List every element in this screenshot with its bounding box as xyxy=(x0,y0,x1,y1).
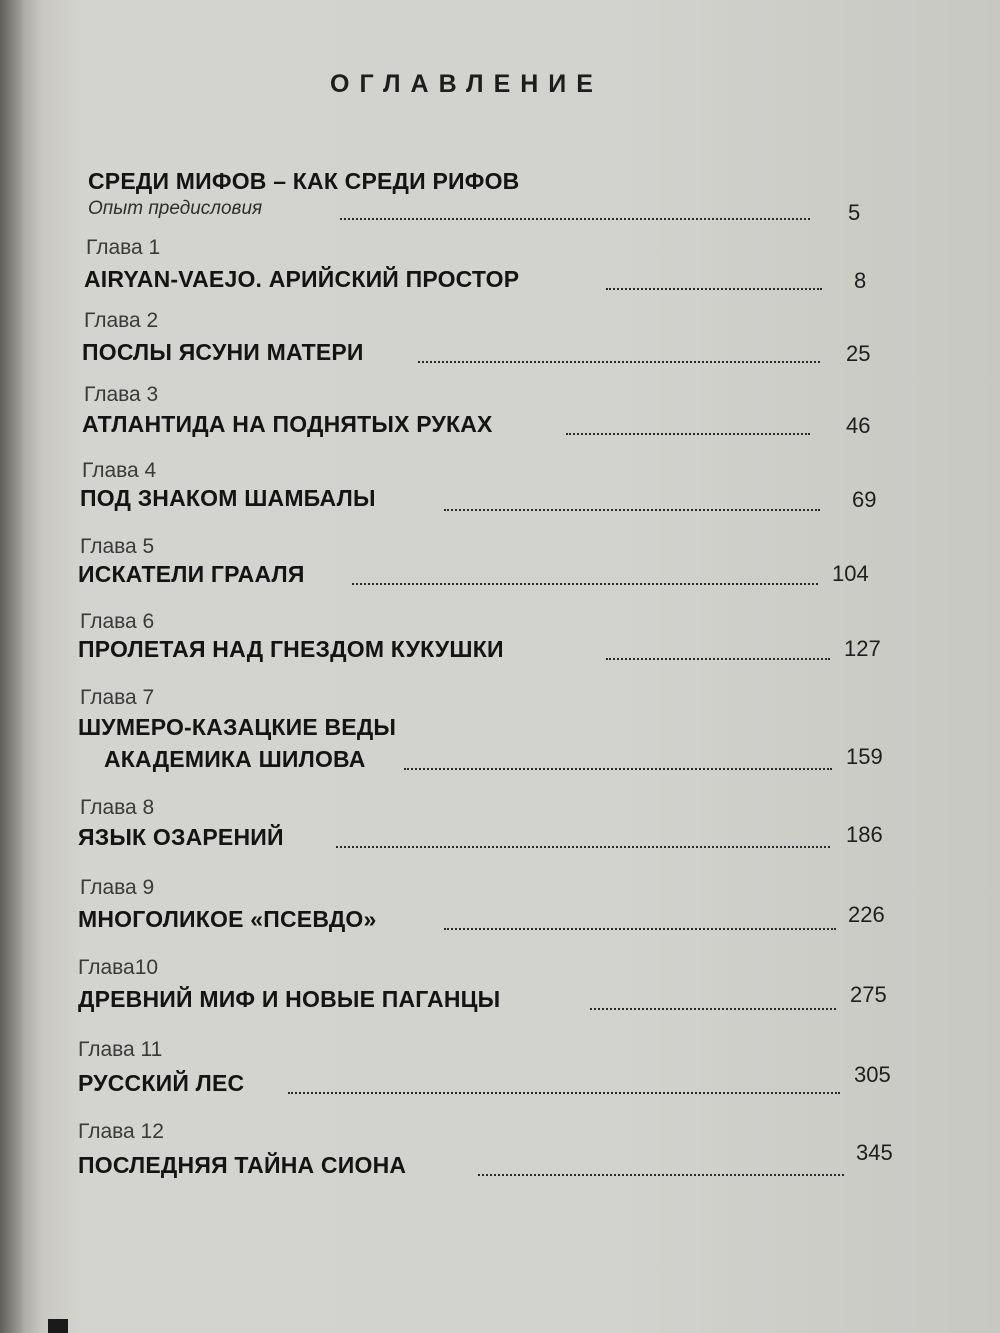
chapter-heading: ЯЗЫК ОЗАРЕНИЙ xyxy=(78,824,284,850)
chapter-label: Глава 4 xyxy=(82,459,157,482)
page-number: 127 xyxy=(844,636,881,661)
toc-title: ОГЛАВЛЕНИЕ xyxy=(330,70,603,98)
dot-leader xyxy=(288,1092,840,1094)
chapter-heading: РУССКИЙ ЛЕС xyxy=(78,1070,245,1096)
toc-entry-chapter-5 xyxy=(0,535,1000,605)
toc-entry-chapter-7 xyxy=(0,686,1000,786)
page-number: 345 xyxy=(856,1140,893,1165)
toc-entry-intro xyxy=(0,168,1000,238)
chapter-heading: AIRYAN-VAEJO. АРИЙСКИЙ ПРОСТОР xyxy=(84,266,520,292)
page-number: 159 xyxy=(846,744,883,769)
dot-leader xyxy=(340,218,810,220)
chapter-label: Глава 11 xyxy=(78,1038,163,1061)
chapter-heading: ПОСЛЕДНЯЯ ТАЙНА СИОНА xyxy=(78,1152,407,1178)
toc-entry-chapter-9 xyxy=(0,876,1000,946)
chapter-heading: ПОД ЗНАКОМ ШАМБАЛЫ xyxy=(80,485,376,511)
chapter-label: Глава 12 xyxy=(78,1120,164,1143)
chapter-heading: МНОГОЛИКОЕ «ПСЕВДО» xyxy=(78,906,377,932)
chapter-heading: АТЛАНТИДА НА ПОДНЯТЫХ РУКАХ xyxy=(82,411,493,437)
toc-entry-chapter-4 xyxy=(0,459,1000,529)
dot-leader xyxy=(478,1174,844,1176)
page-number: 275 xyxy=(850,982,887,1007)
page-number: 8 xyxy=(854,268,867,293)
chapter-heading-line-2: АКАДЕМИКА ШИЛОВА xyxy=(104,746,366,772)
toc-entry-chapter-11 xyxy=(0,1038,1000,1108)
chapter-label: Глава10 xyxy=(78,956,159,979)
toc-entry-chapter-3 xyxy=(0,383,1000,453)
page-number: 305 xyxy=(854,1062,891,1087)
toc-entry-chapter-6 xyxy=(0,610,1000,680)
chapter-label: Глава 1 xyxy=(86,236,161,259)
page-number: 5 xyxy=(848,200,861,225)
chapter-heading: ШУМЕРО-КАЗАЦКИЕ ВЕДЫ xyxy=(78,714,397,740)
page-number: 186 xyxy=(846,822,883,847)
dot-leader xyxy=(404,768,832,770)
intro-heading: СРЕДИ МИФОВ – КАК СРЕДИ РИФОВ xyxy=(88,168,520,194)
dot-leader xyxy=(336,846,830,848)
chapter-label: Глава 9 xyxy=(80,876,155,899)
chapter-heading: ПОСЛЫ ЯСУНИ МАТЕРИ xyxy=(82,339,364,365)
dot-leader xyxy=(418,361,820,363)
chapter-heading: ПРОЛЕТАЯ НАД ГНЕЗДОМ КУКУШКИ xyxy=(78,636,504,662)
dot-leader xyxy=(566,433,810,435)
page-number: 46 xyxy=(846,413,871,438)
dot-leader xyxy=(352,583,818,585)
chapter-label: Глава 8 xyxy=(80,796,155,819)
dot-leader xyxy=(606,288,822,290)
page-number: 25 xyxy=(846,341,871,366)
chapter-heading: ИСКАТЕЛИ ГРААЛЯ xyxy=(78,561,305,587)
dot-leader xyxy=(590,1008,836,1010)
chapter-heading: ДРЕВНИЙ МИФ И НОВЫЕ ПАГАНЦЫ xyxy=(78,986,501,1012)
page-number: 104 xyxy=(832,561,869,586)
chapter-label: Глава 2 xyxy=(84,309,159,332)
page-number: 69 xyxy=(852,487,877,512)
dot-leader xyxy=(606,658,830,660)
dot-leader xyxy=(444,928,836,930)
toc-entry-chapter-8 xyxy=(0,796,1000,866)
chapter-label: Глава 5 xyxy=(80,535,155,558)
intro-subtitle: Опыт предисловия xyxy=(88,198,263,219)
dot-leader xyxy=(444,509,820,511)
toc-entry-chapter-10 xyxy=(0,956,1000,1026)
toc-entry-chapter-2 xyxy=(0,309,1000,379)
chapter-label: Глава 6 xyxy=(80,610,155,633)
chapter-label: Глава 7 xyxy=(80,686,155,709)
page-number: 226 xyxy=(848,902,885,927)
toc-entry-chapter-12 xyxy=(0,1120,1000,1190)
toc-entry-chapter-1 xyxy=(0,236,1000,306)
page-corner xyxy=(48,1319,68,1333)
chapter-label: Глава 3 xyxy=(84,383,159,406)
